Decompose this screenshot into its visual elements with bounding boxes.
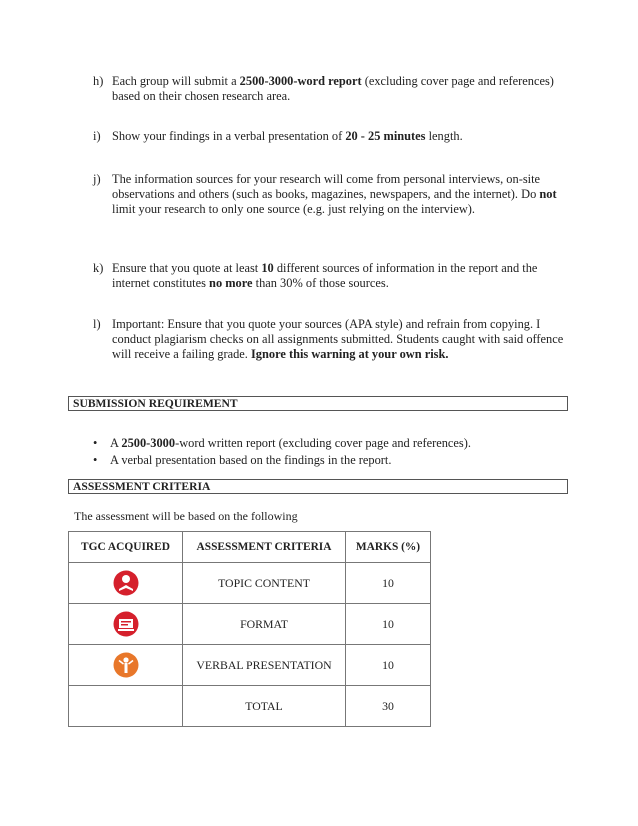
tgc-cell [69, 604, 183, 645]
knowledge-icon [113, 570, 139, 596]
marks-cell: 30 [346, 686, 431, 727]
item-label: i) [93, 129, 101, 143]
criteria-cell: VERBAL PRESENTATION [183, 645, 346, 686]
item-label: j) [93, 172, 101, 186]
list-item-text: A 2500-3000-word written report (excluding cover page and references). [110, 436, 471, 450]
submission-list [93, 435, 471, 469]
tgc-cell [69, 563, 183, 604]
item-label: k) [93, 261, 104, 275]
column-header-criteria: ASSESSMENT CRITERIA [183, 532, 346, 563]
table-row-total [69, 686, 431, 727]
list-item-text: A verbal presentation based on the findings in the report. [110, 453, 392, 467]
bullet-icon: • [93, 436, 98, 450]
item-text: Each group will submit a 2500-3000-word report (excluding cover page and references) based on their chosen research area. [112, 74, 554, 104]
criteria-cell: TOTAL [183, 686, 346, 727]
bullet-icon: • [93, 453, 98, 467]
tgc-cell [69, 686, 183, 727]
marks-cell: 10 [346, 645, 431, 686]
item-text: Important: Ensure that you quote your sources (APA style) and refrain from copying. I conduct plagiarism checks on all assignments submitted. Students caught with said offence will receive a failing grade. Ignore this warning at your own risk. [112, 317, 564, 362]
communication-icon [113, 652, 139, 678]
marks-cell: 10 [346, 563, 431, 604]
marks-cell: 10 [346, 604, 431, 645]
item-label: l) [93, 317, 101, 331]
table-row [69, 604, 431, 645]
column-header-marks: MARKS (%) [346, 532, 431, 563]
column-header-tgc: TGC ACQUIRED [69, 532, 183, 563]
item-label: h) [93, 74, 104, 88]
list-item [93, 452, 471, 469]
table-header-row [69, 532, 431, 563]
list-item [93, 435, 471, 452]
item-text: Ensure that you quote at least 10 different sources of information in the report and the internet constitutes no more than 30% of those sources. [112, 261, 538, 291]
format-icon [113, 611, 139, 637]
assessment-table [68, 531, 431, 727]
table-row [69, 563, 431, 604]
assessment-heading: ASSESSMENT CRITERIA [68, 479, 568, 494]
table-row [69, 645, 431, 686]
criteria-cell: FORMAT [183, 604, 346, 645]
submission-heading: SUBMISSION REQUIREMENT [68, 396, 568, 411]
item-text: The information sources for your research will come from personal interviews, on-site observations and others (such as books, magazines, newspapers, and the internet). Do not limit your research to only one source (e.g. just relying on the interview). [112, 172, 557, 217]
criteria-cell: TOPIC CONTENT [183, 563, 346, 604]
assessment-intro: The assessment will be based on the following [74, 509, 298, 523]
tgc-cell [69, 645, 183, 686]
item-text: Show your findings in a verbal presentation of 20 - 25 minutes length. [112, 129, 463, 143]
